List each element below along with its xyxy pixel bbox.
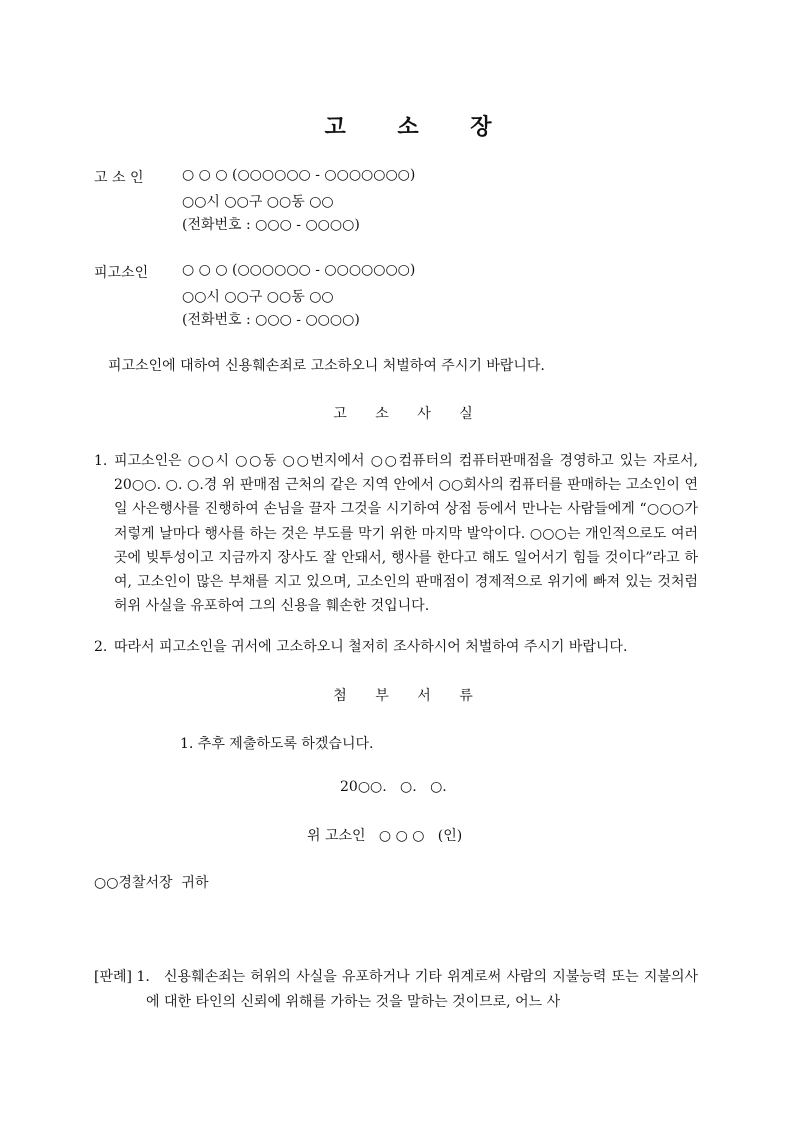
fact-text: 피고소인은 ○○시 ○○동 ○○번지에서 ○○컴퓨터의 컴퓨터판매점을 경영하고 있는 자로서, 20○○. ○. ○.경 위 판매점 근처의 같은 지역 안에서 ○○회사의 컴퓨터를 판매하는 고소인이 연일 사은행사를 진행하여 손님을 끌자 그것을 시기하여 상점 등에서 만나는 사람들에게 “○○○가 저렇게 날마다 행사를 하는 것은 부도를 막기 위한 마지막 발악이다. ○○○는 개인적으로도 여러 곳에 빚투성이고 지금까지 장사도 잘 안돼서, 행사를 한다고 해도 일어서기 힘들 것이다”라고 하여, 고소인이 많은 부채를 지고 있으며, 고소인의 판매점이 경제적으로 위기에 빠져 있는 것처럼 허위 사실을 유포하여 그의 신용을 훼손한 것입니다. — [114, 453, 698, 615]
fact-item-1 — [94, 449, 698, 618]
judgment-lead — [94, 965, 150, 990]
fact-text: 따라서 피고소인을 귀서에 고소하오니 철저히 조사하시어 처벌하여 주시기 바랍니다. — [114, 639, 628, 655]
document-date: 20○○. ○. ○. — [340, 779, 447, 795]
recipient: ○○경찰서장 귀하 — [94, 875, 209, 891]
attachment-item: 1. 추후 제출하도록 하겠습니다. — [180, 736, 374, 752]
fact-number: 1. — [94, 453, 108, 469]
accused-phone: (전화번호 : ○○○ - ○○○○) — [182, 312, 360, 328]
accused-name: ○ ○ ○ (○○○○○○ - ○○○○○○○) — [182, 262, 416, 278]
signature-line: 위 고소인 ○ ○ ○ (인) — [307, 828, 463, 844]
document-title: 고 소 장 — [324, 114, 514, 140]
purpose-statement: 피고소인에 대하여 신용훼손죄로 고소하오니 처벌하여 주시기 바랍니다. — [108, 358, 545, 374]
accused-label: 피고소인 — [94, 265, 149, 281]
accused-address: ○○시 ○○구 ○○동 ○○ — [182, 289, 334, 305]
complainant-address: ○○시 ○○구 ○○동 ○○ — [182, 194, 334, 210]
judgment-text: 신용훼손죄는 허위의 사실을 유포하거나 기타 위계로써 사람의 지불능력 또는 지불의사에 대한 타인의 신뢰에 위해를 가하는 것을 말하는 것이므로, 어느 사 — [146, 969, 698, 1010]
complainant-label: 고 소 인 — [94, 170, 144, 186]
fact-item-2 — [94, 635, 698, 659]
judgment-number: 1. — [136, 969, 150, 985]
complainant-phone: (전화번호 : ○○○ - ○○○○) — [182, 217, 360, 233]
judgment-note — [94, 965, 698, 1014]
attachments-heading: 첨 부 서 류 — [333, 688, 485, 704]
complainant-name: ○ ○ ○ (○○○○○○ - ○○○○○○○) — [182, 167, 416, 183]
judgment-label: [판례] — [94, 969, 132, 985]
fact-number: 2. — [94, 639, 108, 655]
facts-heading: 고 소 사 실 — [333, 406, 485, 422]
